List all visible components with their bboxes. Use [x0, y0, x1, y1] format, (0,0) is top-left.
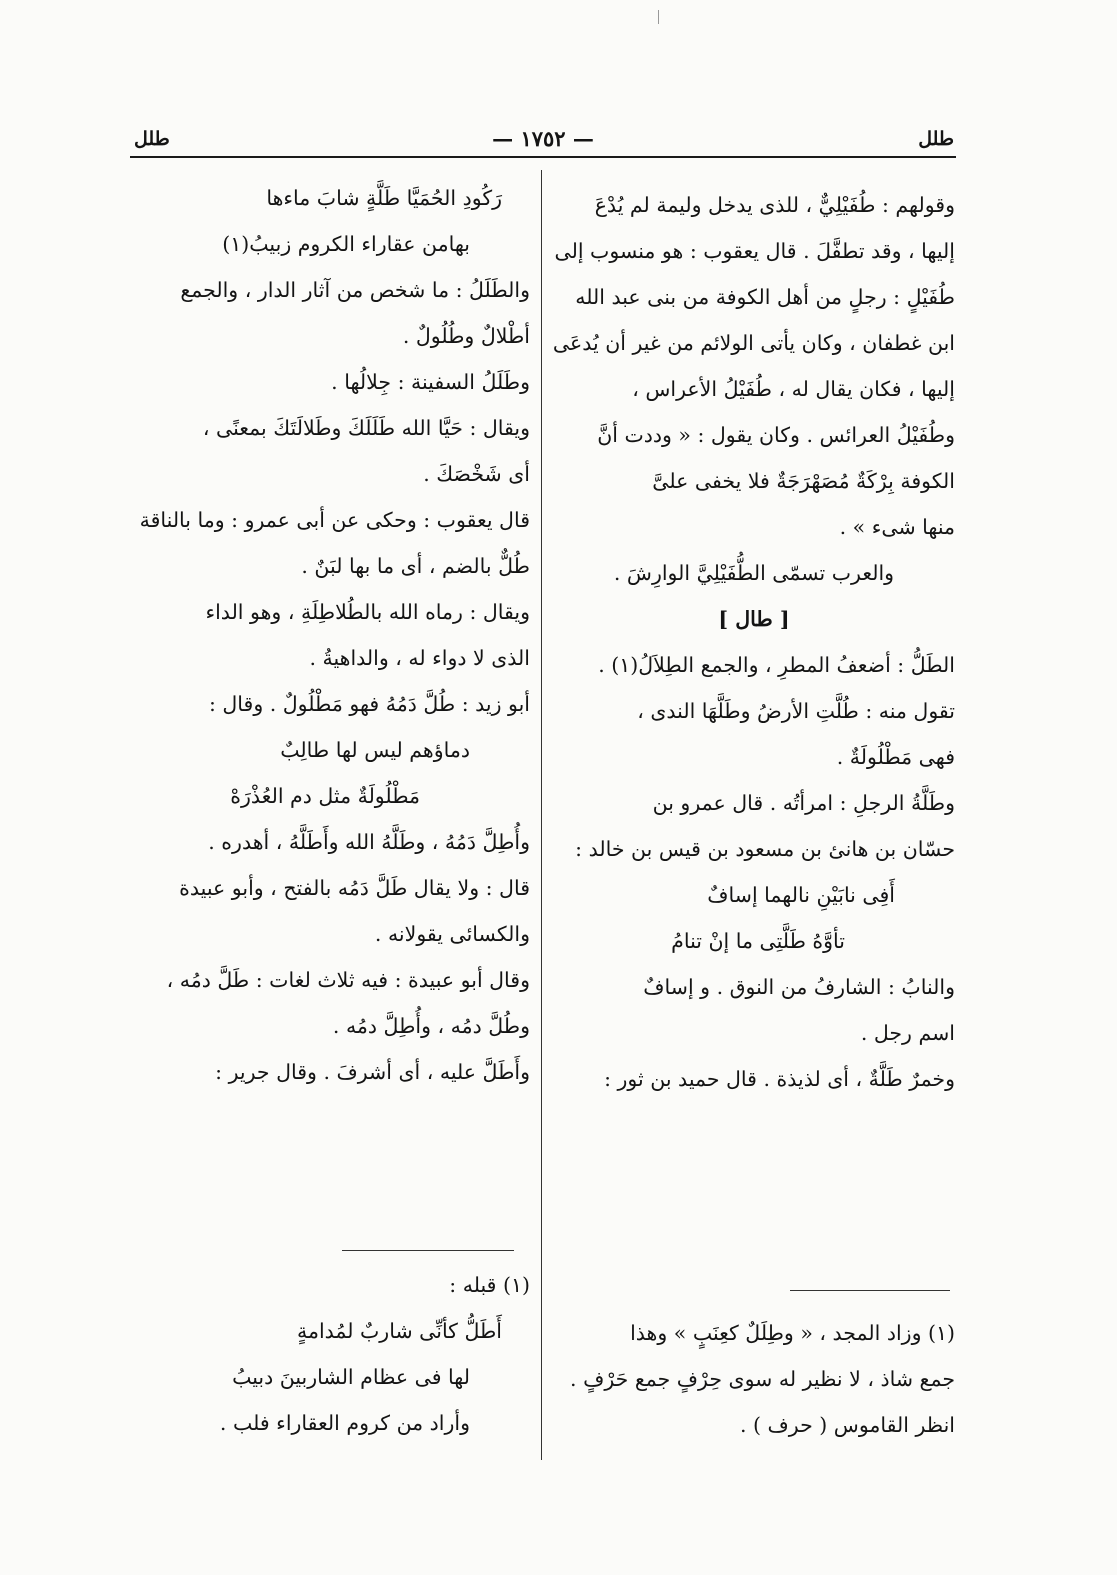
text-line: وأَطَلَّ عليه ، أى أشرفَ . وقال جرير :: [215, 1060, 530, 1084]
footnote-verse-line: أَطَلُّ كأنِّى شاربٌ لمُدامةٍ: [296, 1319, 502, 1343]
text-line: وطُفَيْلُ العرائس . وكان يقول : « وددت أنَّ: [597, 423, 955, 447]
text-line: وقولهم : طُفَيْلِيٌّ ، للذى يدخل وليمة لم يُدْعَ: [594, 193, 955, 217]
footnote-line: جمع شاذ ، لا نظير له سوى حِرْفٍ جمع حَرْفٍ .: [570, 1367, 955, 1391]
text-line: الكوفة بِرْكَةٌ مُصَهْرَجَةٌ فلا يخفى علىَّ: [652, 469, 955, 493]
text-line: الطَلُّ : أضعفُ المطرِ ، والجمع الطِلاَلُ(١) .: [598, 653, 955, 677]
text-line: ويقال : رماه الله بالطُلاطِلَةِ ، وهو الداء: [205, 600, 530, 624]
text-line: الذى لا دواء له ، والداهيةُ .: [309, 646, 530, 670]
text-line: طُلٌّ بالضم ، أى ما بها لبَنٌ .: [301, 554, 530, 578]
text-line: حسّان بن هانئ بن مسعود بن قيس بن خالد :: [575, 837, 955, 861]
text-line: ابن غطفان ، وكان يأتى الولائم من غير أن يُدعَى: [553, 331, 955, 355]
footnote-verse-line: لها فى عظام الشاربينَ دبيبُ: [232, 1365, 470, 1389]
text-line: وطَلَلُ السفينة : جِلالُها .: [331, 370, 530, 394]
text-line: والطَلَلُ : ما شخص من آثار الدار ، والجمع: [180, 278, 530, 302]
verse-line: رَكُودِ الحُمَيَّا طَلَّةٍ شابَ ماءها: [266, 186, 502, 210]
header-rule: [130, 156, 956, 158]
text-line: وطُلَّ دمُه ، وأُطِلَّ دمُه .: [332, 1014, 530, 1038]
page-number: — ١٧٥٢ —: [492, 126, 594, 151]
text-line: ويقال : حَيَّا الله طَلَلَكَ وطَلالَتَكَ بمعنًى ،: [202, 416, 530, 440]
text-line: أطْلالٌ وطُلُولٌ .: [402, 324, 530, 348]
footnote-line: (١) قبله :: [449, 1273, 530, 1297]
text-line: طُفَيْلٍ : رجلٍ من أهل الكوفة من بنى عبد الله: [575, 285, 955, 309]
right-column: [553, 182, 955, 1102]
verse-line: تأوَّهُ طَلَّتِى ما إنْ تنامُ: [671, 929, 845, 953]
text-line: قال : ولا يقال طَلَّ دَمُه بالفتح ، وأبو عبيدة: [179, 876, 530, 900]
text-line: والنابُ : الشارفُ من النوق . و إسافٌ: [643, 975, 955, 999]
verse-line: بهامن عقاراء الكروم زبيبُ(١): [222, 232, 470, 256]
text-line: وقال أبو عبيدة : فيه ثلاث لغات : طَلَّ دمُه ،: [166, 968, 530, 992]
section-heading: [ طال ]: [718, 607, 790, 631]
text-line: فهى مَطْلُولَةٌ .: [836, 745, 955, 769]
text-line: وطَلَّةُ الرجلِ : امرأتُه . قال عمرو بن: [652, 791, 955, 815]
text-line: والكسائى يقولانه .: [374, 922, 530, 946]
footnote-rule-left: [342, 1250, 514, 1251]
text-line: قال يعقوب : وحكى عن أبى عمرو : وما بالناقة: [139, 508, 530, 532]
text-line: وأُطِلَّ دَمُهُ ، وطَلَّهُ الله وأَطَلَّهُ ، أهدره .: [208, 830, 530, 854]
text-line: إليها ، وقد تطفَّلَ . قال يعقوب : هو منسوب إلى: [554, 239, 955, 263]
right-footnote: [553, 1310, 955, 1448]
text-line: تقول منه : طُلَّتِ الأرضُ وطَلَّهَا الندى ،: [637, 699, 955, 723]
text-line: منها شىء » .: [839, 515, 955, 539]
text-line: اسم رجل .: [860, 1021, 955, 1045]
text-line: وخمرٌ طَلَّةٌ ، أى لذيذة . قال حميد بن ثور :: [604, 1067, 955, 1091]
text-line: إليها ، فكان يقال له ، طُفَيْلُ الأعراس ،: [632, 377, 955, 401]
footnote-line: (١) وزاد المجد ، « وطِلَلٌ كعِنَبٍ » وهذا: [630, 1321, 955, 1345]
verse-line: مَطْلُولَةٌ مثل دم العُذْرَهْ: [230, 784, 420, 808]
footnote-line: انظر القاموس ( حرف ) .: [739, 1413, 955, 1437]
verse-line: أَفِى نابَيْنِ نالهما إسافٌ: [707, 883, 895, 907]
footnote-rule-right: [790, 1290, 950, 1291]
verse-line: دماؤهم ليس لها طالِبٌ: [280, 738, 470, 762]
header-guide-word-left: طلل: [134, 128, 170, 150]
left-footnote: [130, 1262, 530, 1446]
footnote-line: وأراد من كروم العقاراء فلب .: [219, 1411, 470, 1435]
left-column: [130, 175, 530, 1095]
text-line: أبو زيد : طُلَّ دَمُهُ فهو مَطْلُولٌ . وقال :: [208, 692, 530, 716]
page-header: [130, 118, 956, 158]
scan-mark: [658, 10, 659, 24]
text-line: والعرب تسمّى الطُّفَيْلِيَّ الوارِشَ .: [613, 561, 895, 585]
text-line: أى شَخْصَكَ .: [423, 462, 530, 486]
column-divider: [541, 170, 542, 1460]
header-guide-word-right: طلل: [918, 128, 954, 150]
